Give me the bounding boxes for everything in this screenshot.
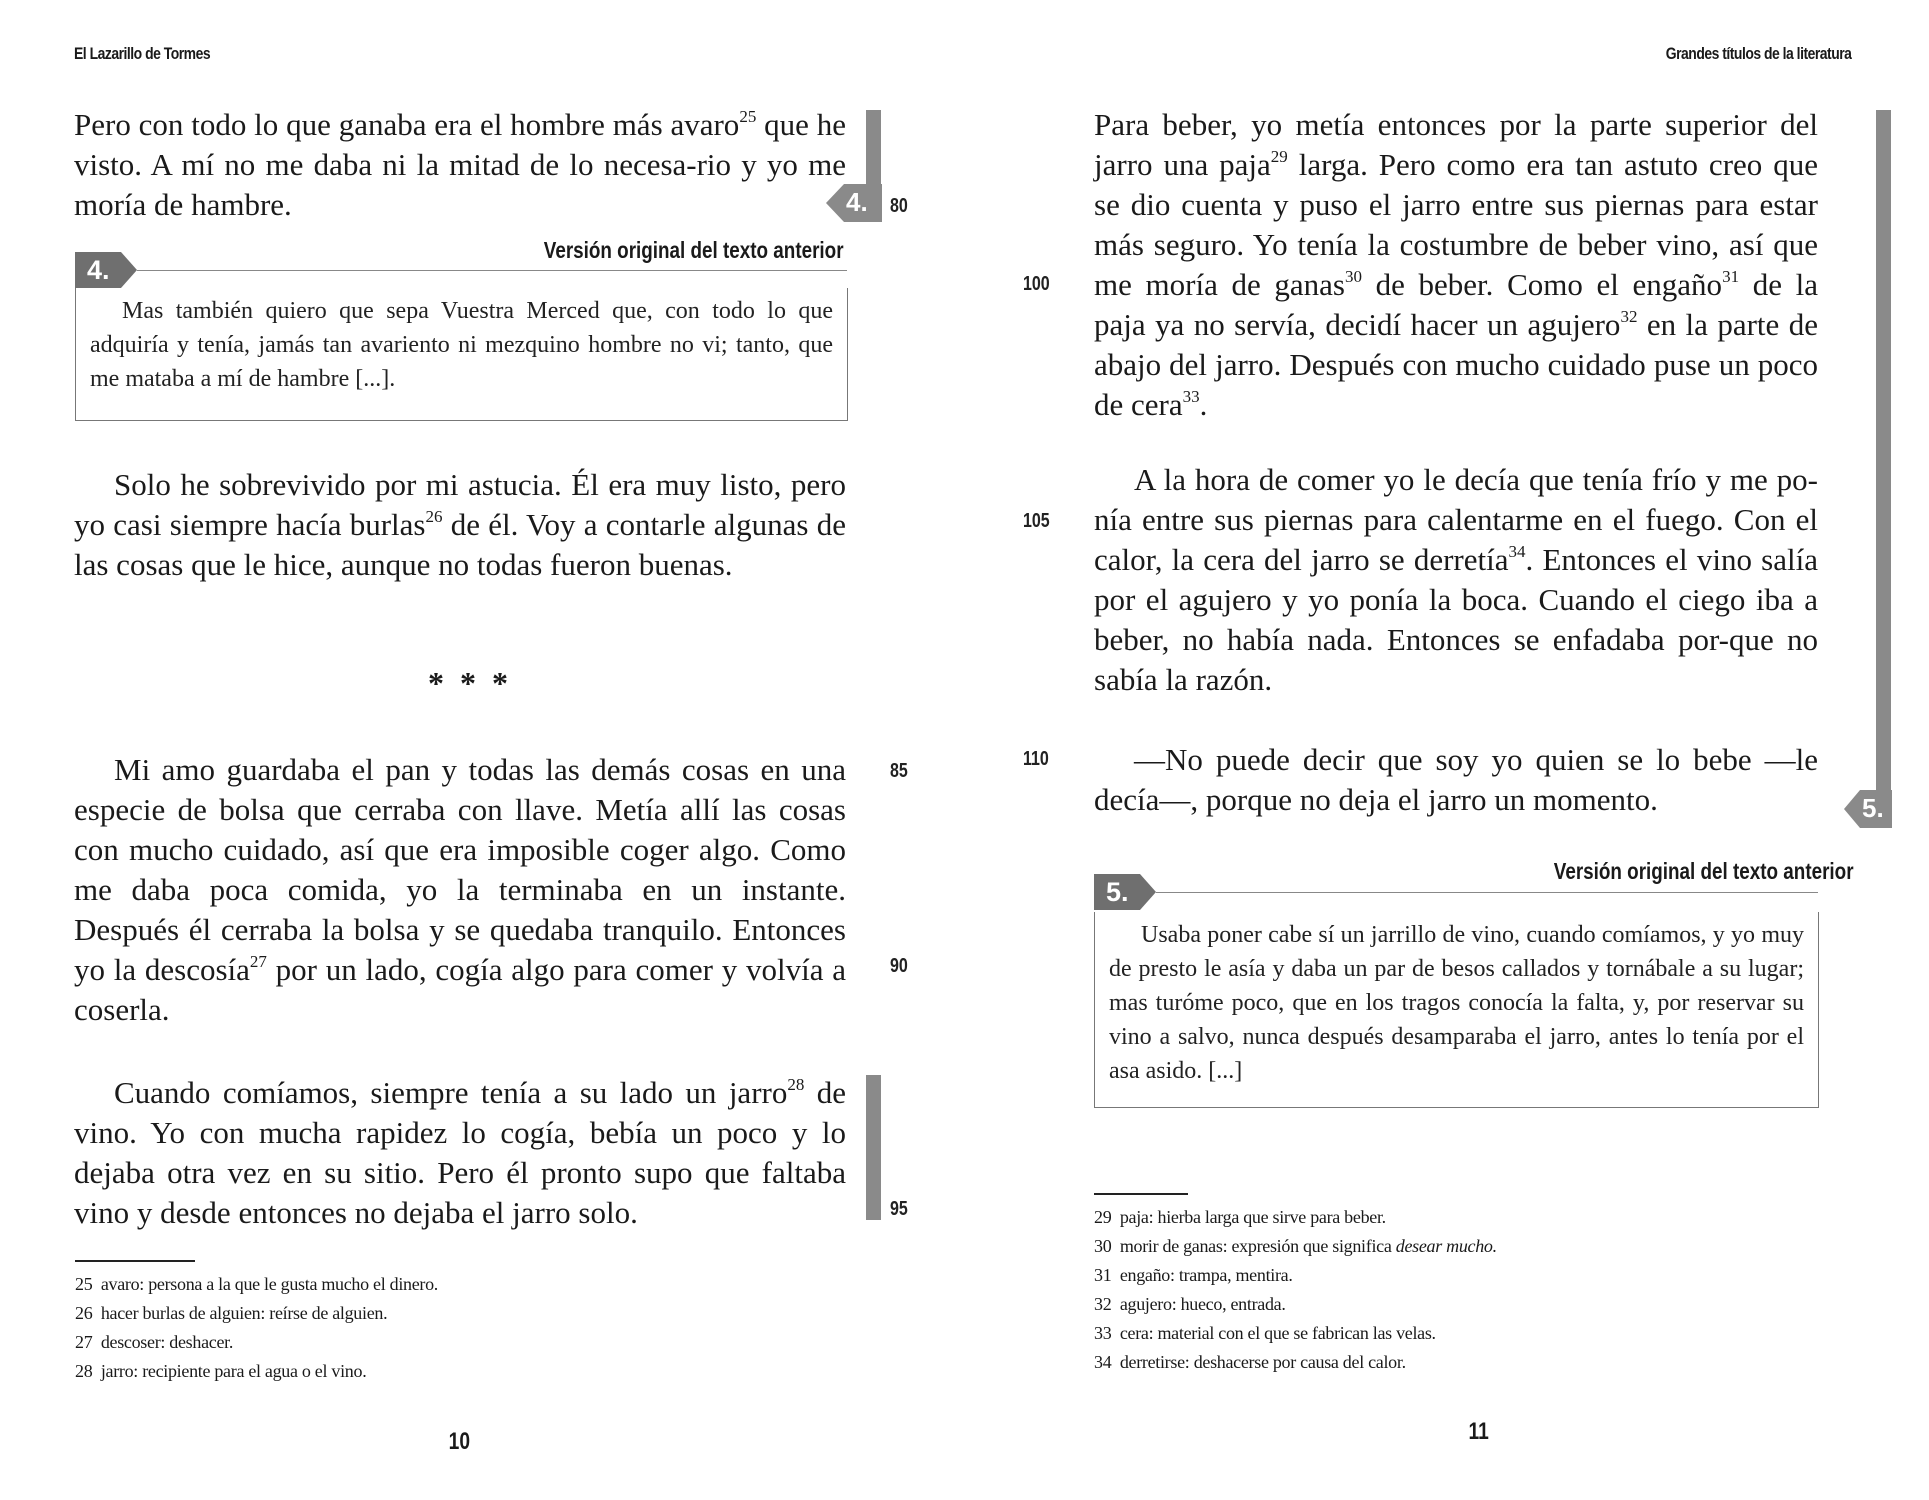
line-number: 80 bbox=[890, 195, 908, 217]
footnote-rule bbox=[1094, 1193, 1188, 1195]
section-marker-bar bbox=[1876, 110, 1891, 810]
box-badge: 5. bbox=[1094, 874, 1140, 910]
footnote: 33 cera: material con el que se fabrican las velas. bbox=[1094, 1323, 1436, 1343]
flag-label: 5. bbox=[1862, 793, 1884, 823]
footnote: 27 descoser: deshacer. bbox=[75, 1332, 234, 1352]
page-number: 11 bbox=[1468, 1418, 1489, 1445]
footnote: 31 engaño: trampa, mentira. bbox=[1094, 1265, 1293, 1285]
footnotes bbox=[75, 1270, 438, 1386]
paragraph: Cuando comíamos, siempre tenía a su lado un jarro$^{28}$ de vino. Yo con mucha rapidez lo cogía, bebía un poco y lo dejaba otra vez en su sitio. Pero él pronto supo que faltaba vino y desde entonces no dejaba el jarro solo. bbox=[74, 1074, 846, 1230]
footnote: 34 derretirse: deshacerse por causa del calor. bbox=[1094, 1352, 1406, 1372]
footnote-ref: 27 bbox=[249, 951, 267, 971]
section-separator: * * * bbox=[428, 665, 512, 701]
box-title: Versión original del texto anterior bbox=[1554, 858, 1854, 884]
running-header: Grandes títulos de la literatura bbox=[1665, 44, 1851, 63]
section-marker-bar bbox=[866, 1075, 881, 1220]
footnote-ref: 25 bbox=[739, 106, 757, 126]
footnote: 29 paja: hierba larga que sirve para beber. bbox=[1094, 1207, 1386, 1227]
paragraph: Pero con todo lo que ganaba era el hombre más avaro$^{25}$ que he visto. A mí no me daba ni la mitad de lo necesa-rio y yo me moría de hambre. bbox=[74, 106, 846, 222]
running-header: El Lazarillo de Tormes bbox=[74, 44, 211, 63]
flag-label: 4. bbox=[846, 187, 868, 217]
footnote: 26 hacer burlas de alguien: reírse de alguien. bbox=[75, 1303, 388, 1323]
footnote-ref: 30 bbox=[1344, 266, 1362, 286]
footnote-ref: 28 bbox=[787, 1074, 805, 1094]
paragraph: Solo he sobrevivido por mi astucia. Él era muy listo, pero yo casi siempre hacía burlas$^{26}$ de él. Voy a contarle algunas de las cosas que le hice, aunque no todas fueron buenas. bbox=[74, 467, 846, 582]
line-number: 95 bbox=[890, 1198, 908, 1220]
box-rule bbox=[1156, 892, 1818, 893]
line-number: 100 bbox=[1023, 273, 1050, 295]
original-text-box bbox=[1094, 912, 1819, 1108]
footnote-rule bbox=[75, 1260, 195, 1262]
paragraph: A la hora de comer yo le decía que tenía frío y me po-nía entre sus piernas para calentarme en el fuego. Con el calor, la cera del jarro se derretía$^{34}$. Entonces el vino salía por el agujero y yo ponía la boca. Cuando el ciego iba a beber, no había nada. Entonces se enfadaba por-que no sabía la razón. bbox=[1094, 462, 1818, 697]
box-title: Versión original del texto anterior bbox=[544, 237, 844, 263]
left-page bbox=[0, 0, 964, 1500]
line-number: 90 bbox=[890, 955, 908, 977]
original-text: Usaba poner cabe sí un jarrillo de vino, cuando comíamos, y yo muy de presto le asía y daba un par de besos callados y tornábale a su lugar; mas turóme poco, que en los tragos conocía la falta, y, por reservar su vino a salvo, nunca después desamparaba el jarro, antes lo tenía por el asa asido. [...] bbox=[1109, 922, 1804, 1084]
footnote-ref: 26 bbox=[425, 506, 443, 526]
paragraph: —No puede decir que soy yo quien se lo bebe —le decía—, porque no deja el jarro un momento. bbox=[1094, 742, 1818, 817]
footnote: 32 agujero: hueco, entrada. bbox=[1094, 1294, 1286, 1314]
footnote-ref: 31 bbox=[1722, 266, 1740, 286]
paragraph: Para beber, yo metía entonces por la parte superior del jarro una paja$^{29}$ larga. Pero como era tan astuto creo que se dio cuenta y puso el jarro entre sus piernas para estar más seguro. Yo tenía la costumbre de beber vino, así que me moría de ganas$^{30}$ de beber. Como el engaño$^{31}$ de la paja ya no servía, decidí hacer un agujero$^{32}$ en la parte de abajo del jarro. Después con mucho cuidado puse un poco de cera$^{33}$. bbox=[1094, 107, 1818, 422]
original-text: Mas también quiero que sepa Vuestra Merced que, con todo lo que adquiría y tenía, jamás tan avariento ni mezquino hombre no vi; tanto, que me mataba a mí de hambre [...]. bbox=[90, 298, 833, 392]
footnote: 25 avaro: persona a la que le gusta mucho el dinero. bbox=[75, 1274, 439, 1294]
box-badge: 4. bbox=[75, 252, 121, 288]
footnote-ref: 33 bbox=[1182, 386, 1200, 406]
footnote-ref: 32 bbox=[1620, 306, 1638, 326]
page-number: 10 bbox=[448, 1428, 471, 1455]
footnote: 30 morir de ganas: expresión que significa desear mucho. bbox=[1094, 1236, 1497, 1256]
line-number: 105 bbox=[1023, 510, 1050, 532]
line-number: 85 bbox=[890, 760, 908, 782]
footnotes bbox=[1094, 1203, 1497, 1377]
footnote-ref: 34 bbox=[1508, 541, 1526, 561]
footnote-ref: 29 bbox=[1270, 146, 1288, 166]
section-flag bbox=[1844, 790, 1892, 833]
right-page bbox=[964, 0, 1929, 1500]
original-text-box bbox=[75, 288, 848, 421]
footnote: 28 jarro: recipiente para el agua o el vino. bbox=[75, 1361, 367, 1381]
line-number: 110 bbox=[1023, 748, 1049, 770]
paragraph: Mi amo guardaba el pan y todas las demás cosas en una especie de bolsa que cerraba con llave. Metía allí las cosas con mucho cuidado, así que era imposible coger algo. Como me daba poca comida, yo la terminaba en un instante. Después él cerraba la bolsa y se quedaba tranquilo. Entonces yo la descosía$^{27}$ por un lado, cogía algo para comer y volvía a coserla. bbox=[74, 752, 847, 1027]
section-flag bbox=[826, 184, 882, 227]
box-rule bbox=[137, 270, 847, 271]
